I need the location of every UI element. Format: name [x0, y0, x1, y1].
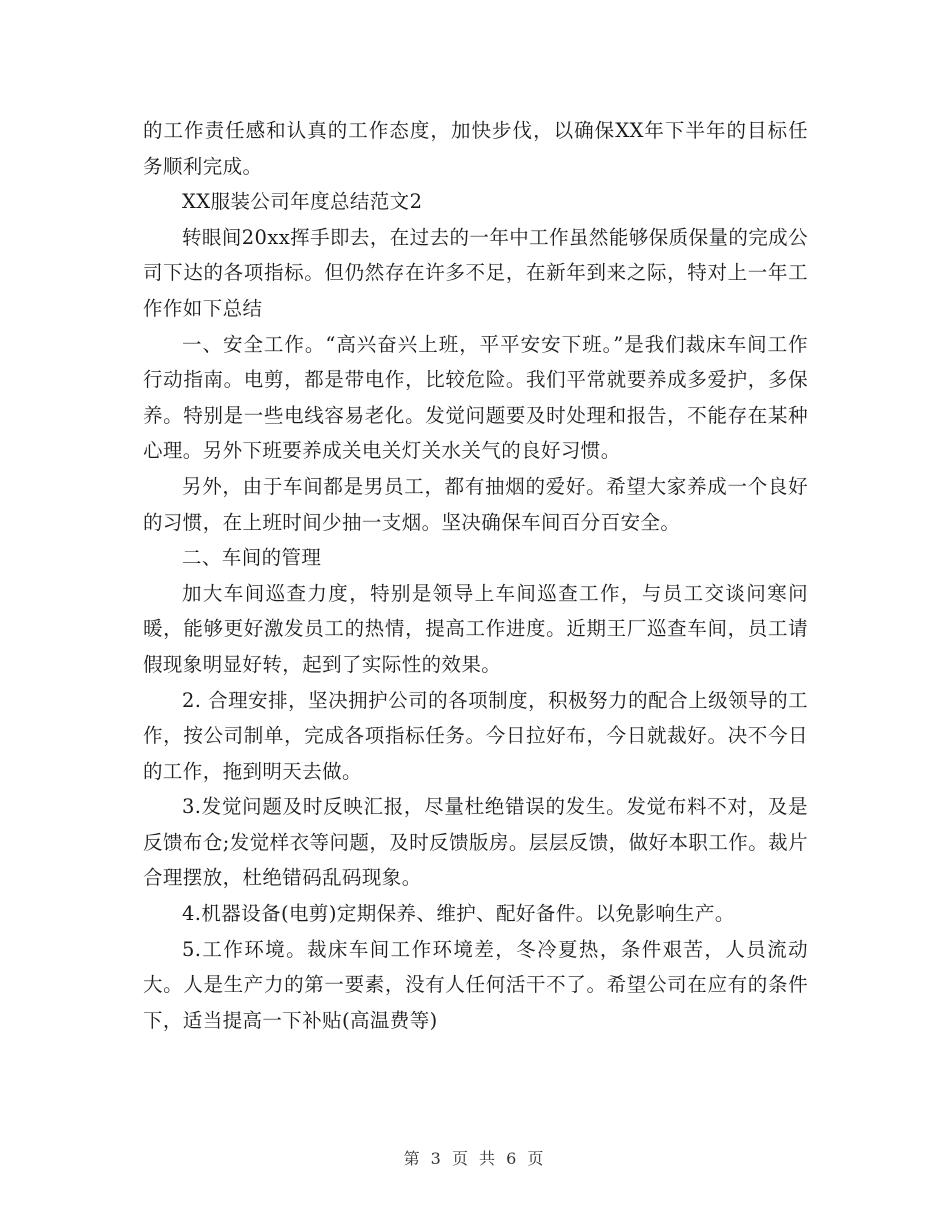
paragraph-item-3: 3.发觉问题及时反映汇报，尽量杜绝错误的发生。发觉布料不对，及是反馈布仓;发觉样衣等问题，及时反馈版房。层层反馈，做好本职工作。裁片合理摆放，杜绝错码乱码现象。 [143, 795, 808, 890]
heading-workshop-management: 二、车间的管理 [182, 546, 322, 570]
paragraph-intro: 转眼间20xx挥手即去，在过去的一年中工作虽然能够保质保量的完成公司下达的各项指标。但仍然存在许多不足，在新年到来之际，特对上一年工作作如下总结 [143, 225, 808, 320]
paragraph-1: 的工作责任感和认真的工作态度，加快步伐，以确保XX年下半年的目标任务顺利完成。 [143, 119, 808, 178]
section-title: XX服装公司年度总结范文2 [182, 190, 423, 214]
paragraph-inspection: 加大车间巡查力度，特别是领导上车间巡查工作，与员工交谈问寒问暖，能够更好激发员工的热情，提高工作进度。近期王厂巡查车间，员工请假现象明显好转，起到了实际性的效果。 [143, 581, 808, 676]
paragraph-smoking: 另外，由于车间都是男员工，都有抽烟的爱好。希望大家养成一个良好的习惯，在上班时间少抽一支烟。坚决确保车间百分百安全。 [143, 474, 808, 534]
paragraph-safety: 一、安全工作。“高兴奋兴上班，平平安安下班。”是我们裁床车间工作行动指南。电剪，都是带电作，比较危险。我们平常就要养成多爱护，多保养。特别是一些电线容易老化。发觉问题要及时处理和报告，不能存在某种心理。另外下班要养成关电关灯关水关气的良好习惯。 [143, 332, 808, 463]
paragraph-item-4: 4.机器设备(电剪)定期保养、维护、配好备件。以免影响生产。 [182, 902, 735, 926]
paragraph-item-5: 5.工作环境。裁床车间工作环境差，冬冷夏热，条件艰苦，人员流动大。人是生产力的第一要素，没有人任何活干不了。希望公司在应有的条件下，适当提高一下补贴(高温费等) [143, 937, 808, 1032]
document-body [143, 113, 808, 1038]
paragraph-item-2: 2. 合理安排，坚决拥护公司的各项制度，积极努力的配合上级领导的工作，按公司制单，完成各项指标任务。今日拉好布，今日就裁好。决不今日的工作，拖到明天去做。 [143, 688, 808, 783]
page-number-footer: 第 3 页 共 6 页 [403, 1149, 547, 1168]
